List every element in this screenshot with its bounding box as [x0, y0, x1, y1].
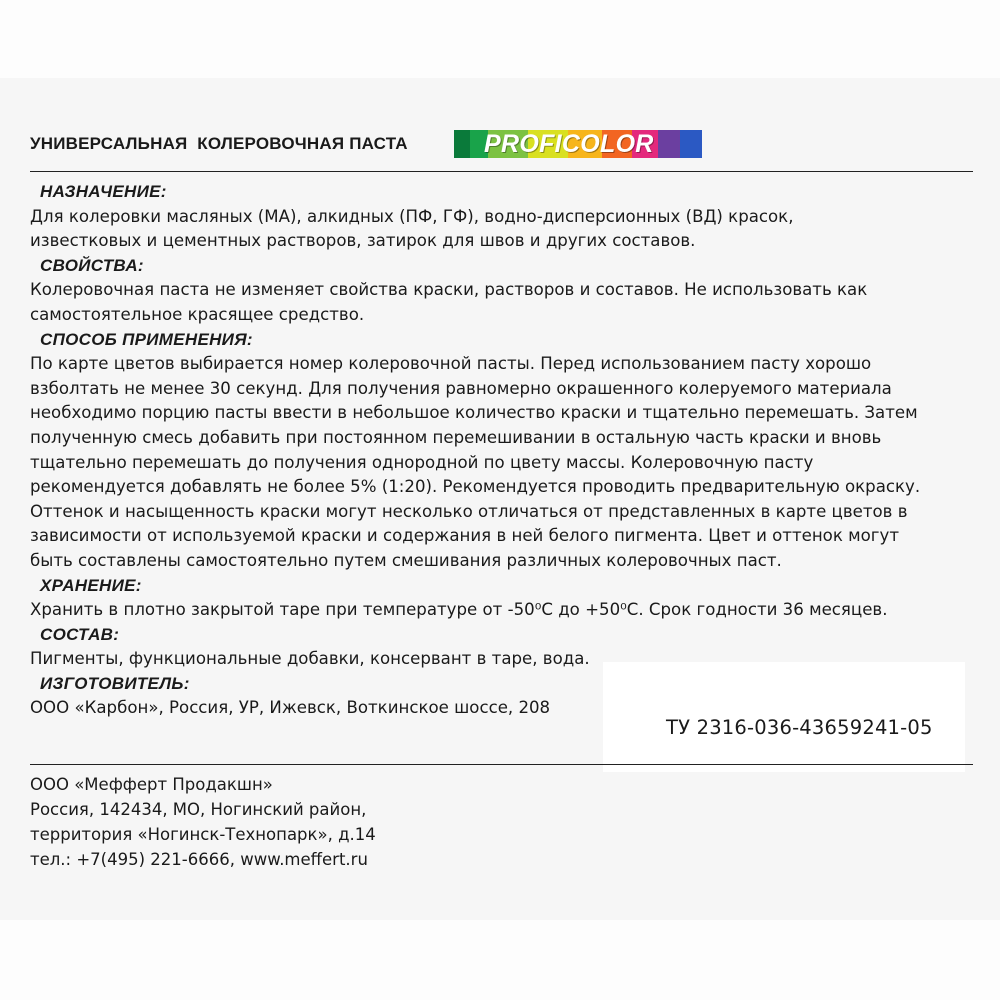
logo-stripe: [680, 130, 702, 158]
logo-text: PROFICOLOR: [484, 130, 654, 158]
section-text-line: полученную смесь добавить при постоянном перемешивании в остальную часть краски и вновь: [30, 427, 882, 447]
section-text-line: самостоятельное красящее средство.: [30, 304, 365, 324]
section-text-line: необходимо порцию пасты ввести в небольшое количество краски и тщательно перемешать. Затем: [30, 403, 918, 423]
header: [30, 130, 975, 158]
product-title: УНИВЕРСАЛЬНАЯ КОЛЕРОВОЧНАЯ ПАСТА: [30, 134, 408, 153]
section-heading: НАЗНАЧЕНИЕ:: [40, 182, 167, 201]
section-heading: СОСТАВ:: [40, 624, 120, 644]
section-text-line: рекомендуется добавлять не более 5% (1:20). Рекомендуется проводить предварительную окраску.: [30, 477, 921, 497]
section-text-line: тщательно перемешать до получения однородной по цвету массы. Колеровочную пасту: [30, 452, 814, 472]
section-text-line: ООО «Карбон», Россия, УР, Ижевск, Воткинское шоссе, 208: [30, 698, 551, 718]
section-heading: ИЗГОТОВИТЕЛЬ:: [40, 673, 190, 693]
logo-stripe: [454, 130, 470, 158]
section-text-line: известковых и цементных растворов, затирок для швов и других составов.: [30, 231, 696, 251]
section-text-line: Оттенок и насыщенность краски могут несколько отличаться от представленных в карте цветов в: [30, 501, 908, 521]
section-text-line: Для колеровки масляных (МА), алкидных (ПФ, ГФ), водно-дисперсионных (ВД) красок,: [30, 206, 794, 226]
section-text-line: зависимости от используемой краски и содержания в ней белого пигмента. Цвет и оттенок могут: [30, 526, 900, 546]
proficolor-logo: [454, 130, 702, 158]
header-divider: [30, 171, 973, 172]
logo-stripe: [658, 130, 680, 158]
section-text-line: Хранить в плотно закрытой таре при температуре от -50⁰С до +50⁰С. Срок годности 36 месяцев.: [30, 600, 888, 620]
importer-block: [30, 772, 376, 872]
instructions: [30, 180, 975, 721]
section-text-line: быть составлены самостоятельно путем смешивания различных колеровочных паст.: [30, 550, 782, 570]
importer-line: Россия, 142434, МО, Ногинский район,: [30, 800, 367, 819]
importer-line: территория «Ногинск-Технопарк», д.14: [30, 825, 376, 844]
tu-code: ТУ 2316-036-43659241-05: [666, 716, 933, 739]
section-text-line: Пигменты, функциональные добавки, консервант в таре, вода.: [30, 649, 590, 669]
section-text-line: Колеровочная паста не изменяет свойства краски, растворов и составов. Не использовать как: [30, 280, 868, 300]
section-heading: ХРАНЕНИЕ:: [40, 575, 142, 595]
bottom-divider: [30, 764, 973, 765]
importer-line: ООО «Мефферт Продакшн»: [30, 775, 273, 794]
section-heading: СВОЙСТВА:: [40, 255, 144, 275]
section-heading: СПОСОБ ПРИМЕНЕНИЯ:: [40, 329, 253, 349]
section-text-line: взболтать не менее 30 секунд. Для получения равномерно окрашенного колеруемого материала: [30, 378, 892, 398]
importer-line: тел.: +7(495) 221-6666, www.meffert.ru: [30, 850, 368, 869]
section-text-line: По карте цветов выбирается номер колеровочной пасты. Перед использованием пасту хорошо: [30, 354, 872, 374]
